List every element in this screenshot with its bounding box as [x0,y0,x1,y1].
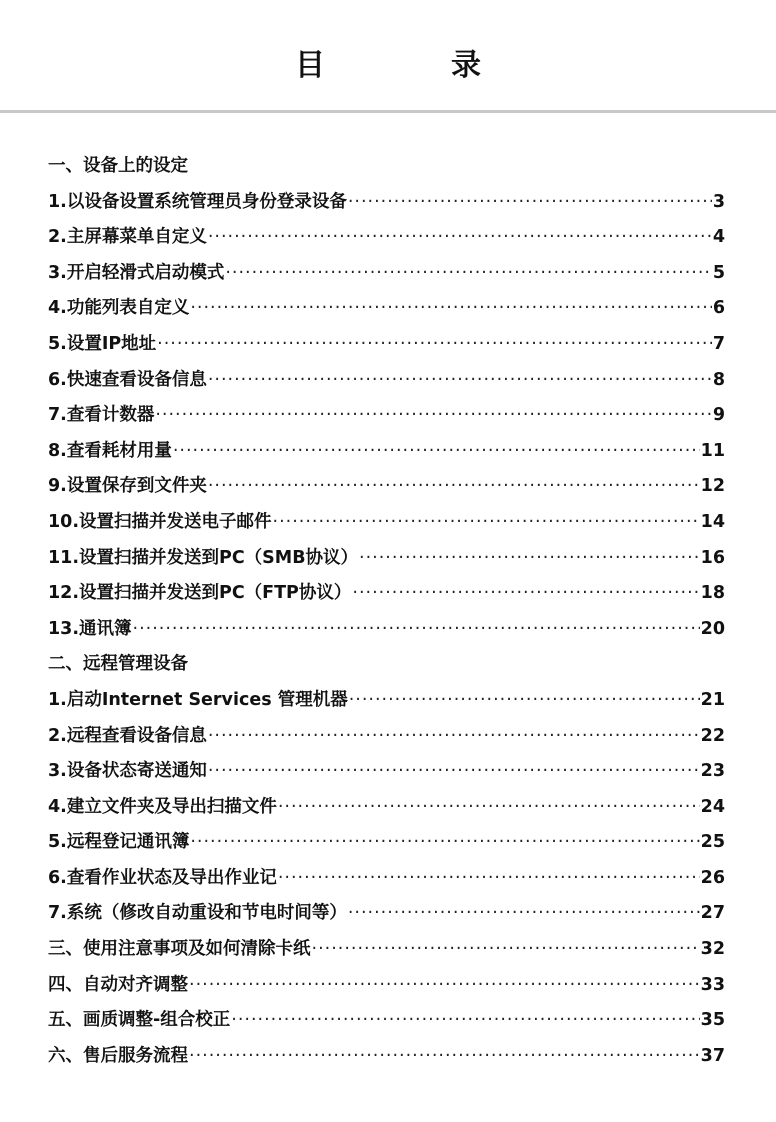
toc-dot-leader [157,327,712,363]
toc-entry-label: 四、自动对齐调整 [48,974,188,995]
toc-page-number: 12 [700,476,725,497]
toc-entry-label: 一、设备上的设定 [48,156,188,176]
toc-entry[interactable] [48,612,725,648]
toc-dot-leader [133,612,700,648]
toc-entry[interactable] [48,185,725,221]
toc-entry[interactable] [48,220,725,256]
toc-section-heading [48,149,725,185]
toc-dot-leader [189,968,700,1004]
toc-dot-leader [208,719,700,755]
toc-dot-leader [278,861,700,897]
toc-dot-leader [189,1039,700,1075]
toc-page-number: 27 [700,903,725,924]
toc-entry-label: 4.建立文件夹及导出扫描文件 [48,796,277,817]
toc-entry-label: 五、画质调整-组合校正 [48,1010,231,1031]
page-title: 目 录 [295,48,529,83]
toc-page-number: 8 [712,369,725,390]
toc-page-number: 21 [700,689,725,710]
toc-page-number: 35 [700,1010,725,1031]
toc-dot-leader [273,505,700,541]
toc-page-number: 26 [700,867,725,888]
toc-page-number: 3 [712,191,725,212]
toc-entry-label: 二、远程管理设备 [48,654,188,675]
toc-entry-label: 1.以设备设置系统管理员身份登录设备 [48,191,347,212]
toc-entry[interactable] [48,434,725,470]
toc-dot-leader [359,541,700,577]
toc-entry[interactable] [48,363,725,399]
toc-entry-label: 3.设备状态寄送通知 [48,761,207,782]
toc-entry[interactable] [48,932,725,968]
toc-entry[interactable] [48,469,725,505]
toc-entry[interactable] [48,683,725,719]
toc-section-heading [48,647,725,683]
toc-page-number: 18 [700,583,725,604]
toc-dot-leader [208,363,712,399]
table-of-contents [48,149,725,1074]
toc-page-number: 14 [700,511,725,532]
toc-entry-label: 11.设置扫描并发送到PC（SMB协议） [48,547,359,568]
toc-entry-label: 7.系统（修改自动重设和节电时间等） [48,903,347,924]
toc-entry-label: 7.查看计数器 [48,405,155,426]
toc-page-number: 22 [700,725,725,746]
toc-dot-leader [348,185,712,221]
toc-entry-label: 9.设置保存到文件夹 [48,476,207,497]
toc-entry[interactable] [48,896,725,932]
toc-page-number: 7 [712,333,725,354]
toc-entry[interactable] [48,968,725,1004]
toc-dot-leader [173,434,700,470]
toc-entry[interactable] [48,576,725,612]
toc-entry-label: 13.通讯簿 [48,618,132,639]
toc-dot-leader [352,576,699,612]
toc-dot-leader [225,256,711,292]
toc-entry[interactable] [48,256,725,292]
toc-entry[interactable] [48,1039,725,1075]
toc-page-number: 20 [700,618,725,639]
toc-entry-label: 2.主屏幕菜单自定义 [48,227,207,248]
toc-entry-label: 3.开启轻滑式启动模式 [48,262,225,283]
toc-entry-label: 6.查看作业状态及导出作业记 [48,867,277,888]
toc-entry[interactable] [48,291,725,327]
toc-entry-label: 8.查看耗材用量 [48,440,172,461]
toc-entry[interactable] [48,505,725,541]
toc-entry-label: 4.功能列表自定义 [48,298,190,319]
toc-page-number: 5 [712,262,725,283]
toc-entry[interactable] [48,327,725,363]
toc-entry[interactable] [48,398,725,434]
toc-page-number: 11 [700,440,725,461]
toc-page-number: 33 [700,974,725,995]
toc-dot-leader [190,825,699,861]
toc-dot-leader [190,291,711,327]
toc-entry[interactable] [48,541,725,577]
toc-page-number: 4 [712,227,725,248]
toc-page-number: 37 [700,1045,725,1066]
toc-page-number: 9 [712,405,725,426]
toc-page-number: 23 [700,761,725,782]
toc-entry[interactable] [48,754,725,790]
toc-entry[interactable] [48,1003,725,1039]
toc-entry-label: 2.远程查看设备信息 [48,725,207,746]
toc-dot-leader [208,220,712,256]
toc-page-number: 24 [700,796,725,817]
toc-entry-label: 6.快速查看设备信息 [48,369,207,390]
toc-page-number: 16 [700,547,725,568]
toc-entry-label: 12.设置扫描并发送到PC（FTP协议） [48,583,352,604]
toc-entry-label: 5.设置IP地址 [48,333,157,354]
toc-dot-leader [278,790,700,826]
toc-entry[interactable] [48,825,725,861]
toc-entry[interactable] [48,790,725,826]
toc-page-number: 6 [712,298,725,319]
toc-dot-leader [348,896,700,932]
toc-entry-label: 三、使用注意事项及如何清除卡纸 [48,939,311,960]
toc-dot-leader [349,683,700,719]
toc-dot-leader [231,1003,699,1039]
toc-page-number: 32 [700,939,725,960]
title-divider [0,110,776,113]
toc-entry-label: 六、售后服务流程 [48,1045,188,1066]
toc-entry-label: 5.远程登记通讯簿 [48,832,190,853]
toc-entry[interactable] [48,719,725,755]
toc-page-number: 25 [700,832,725,853]
toc-entry[interactable] [48,861,725,897]
toc-dot-leader [208,754,700,790]
toc-dot-leader [155,398,711,434]
toc-entry-label: 10.设置扫描并发送电子邮件 [48,511,272,532]
toc-dot-leader [208,469,700,505]
toc-entry-label: 1.启动Internet Services 管理机器 [48,689,348,710]
toc-dot-leader [312,932,700,968]
